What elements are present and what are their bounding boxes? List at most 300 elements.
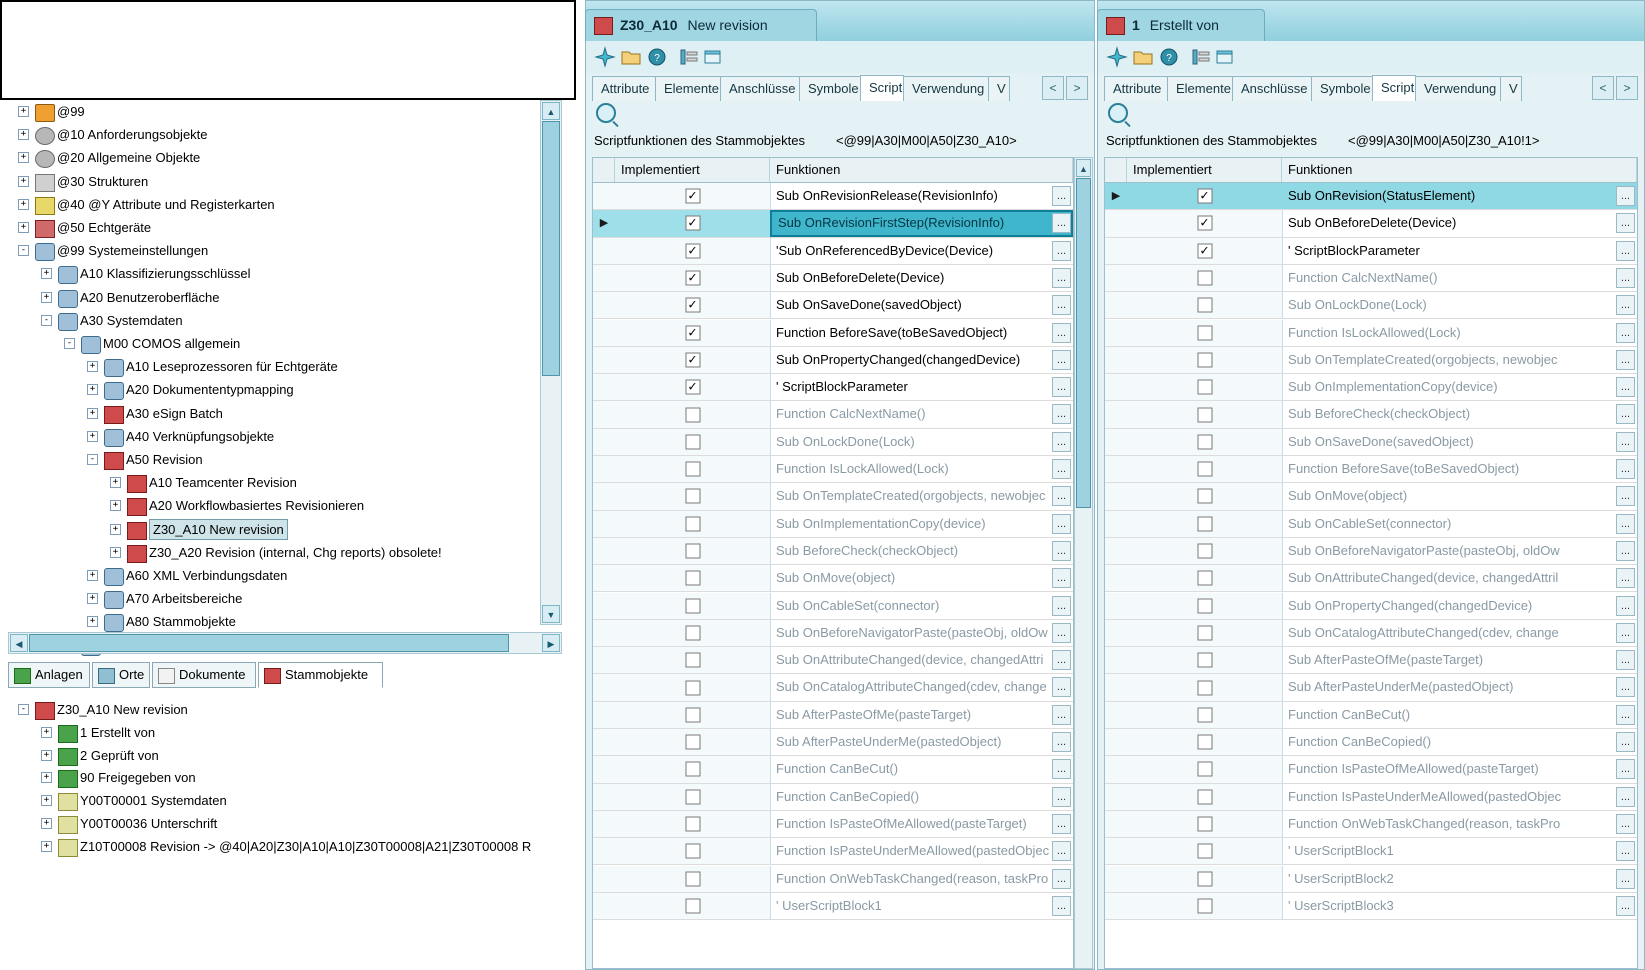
function-name-cell[interactable]: Sub OnBeforeNavigatorPaste(pasteObj, oldOw xyxy=(776,624,1048,640)
implemented-checkbox[interactable] xyxy=(1197,325,1212,340)
open-script-editor-button[interactable]: ... xyxy=(1616,896,1635,916)
implemented-cell[interactable] xyxy=(615,320,771,346)
table-row[interactable] xyxy=(593,620,1073,647)
table-row[interactable] xyxy=(593,511,1073,538)
list-view-icon[interactable] xyxy=(678,46,700,68)
tree-item[interactable] xyxy=(10,193,538,217)
implemented-checkbox[interactable] xyxy=(685,871,700,886)
function-name-cell[interactable]: Function IsLockAllowed(Lock) xyxy=(776,461,949,476)
implemented-checkbox[interactable]: ✓ xyxy=(685,352,700,367)
table-row[interactable] xyxy=(1105,538,1637,565)
navigator-tab-dokumente[interactable] xyxy=(152,662,256,688)
implemented-checkbox[interactable]: ✓ xyxy=(685,216,700,231)
doc2-tab-elemente[interactable]: Elemente xyxy=(1167,76,1233,101)
table-row[interactable] xyxy=(593,702,1073,729)
tree-item[interactable] xyxy=(10,425,538,449)
function-name-cell[interactable]: Sub BeforeCheck(checkObject) xyxy=(1288,406,1471,422)
tree-item-label[interactable]: A20 Workflowbasiertes Revisionieren xyxy=(149,498,365,514)
tree-item-label[interactable]: Z30_A20 Revision (internal, Chg reports) obsolete! xyxy=(149,544,442,560)
table-row[interactable] xyxy=(1105,565,1637,592)
function-name-cell[interactable]: Function CanBeCut() xyxy=(1288,706,1411,722)
implemented-cell[interactable] xyxy=(1127,647,1283,673)
open-script-editor-button[interactable]: ... xyxy=(1052,596,1071,616)
doc2-tab-attribute[interactable]: Attribute xyxy=(1104,76,1168,101)
expand-icon[interactable]: + xyxy=(110,524,121,535)
function-name-cell[interactable]: Sub AfterPasteOfMe(pasteTarget) xyxy=(776,706,972,722)
doc1-tab-symbole[interactable]: Symbole xyxy=(799,76,861,101)
tree-item-label[interactable]: A10 Teamcenter Revision xyxy=(149,475,297,491)
tree-item[interactable] xyxy=(10,471,538,495)
expand-icon[interactable]: + xyxy=(110,547,121,558)
open-script-editor-button[interactable]: ... xyxy=(1052,787,1071,807)
implemented-checkbox[interactable] xyxy=(1197,625,1212,640)
implemented-cell[interactable] xyxy=(1127,401,1283,427)
implemented-cell[interactable] xyxy=(615,292,771,318)
implemented-checkbox[interactable] xyxy=(1197,789,1212,804)
tree-item-label[interactable]: A20 Dokumententypmapping xyxy=(126,382,294,398)
open-script-editor-button[interactable]: ... xyxy=(1052,650,1071,670)
function-name-cell[interactable]: Sub OnRevisionRelease(RevisionInfo) xyxy=(776,188,998,203)
table-row[interactable] xyxy=(593,893,1073,920)
tree-item-label[interactable]: Y00T00036 Unterschrift xyxy=(80,816,218,831)
table-row[interactable] xyxy=(593,429,1073,456)
open-script-editor-button[interactable]: ... xyxy=(1616,350,1635,370)
function-name-cell[interactable]: Sub BeforeCheck(checkObject) xyxy=(776,542,959,558)
implemented-cell[interactable] xyxy=(1127,674,1283,700)
tree-item-label[interactable]: 90 Freigegeben von xyxy=(80,770,196,786)
function-name-cell[interactable]: Sub OnSaveDone(savedObject) xyxy=(776,297,962,313)
open-script-editor-button[interactable]: ... xyxy=(1616,432,1635,452)
open-script-editor-button[interactable]: ... xyxy=(1052,841,1071,861)
doc1-col-implementiert[interactable]: Implementiert xyxy=(615,158,770,182)
open-script-editor-button[interactable]: ... xyxy=(1616,869,1635,889)
tree-item[interactable] xyxy=(10,698,572,722)
tree-item[interactable] xyxy=(10,518,538,542)
table-row[interactable] xyxy=(593,729,1073,756)
implemented-checkbox[interactable] xyxy=(1197,489,1212,504)
implemented-checkbox[interactable] xyxy=(1197,707,1212,722)
function-name-cell[interactable]: Sub OnLockDone(Lock) xyxy=(776,433,915,449)
open-script-editor-button[interactable]: ... xyxy=(1616,241,1635,261)
open-script-editor-button[interactable]: ... xyxy=(1616,459,1635,479)
expand-icon[interactable]: + xyxy=(41,795,52,806)
function-name-cell[interactable]: Sub AfterPasteUnderMe(pastedObject) xyxy=(1288,679,1514,695)
implemented-checkbox[interactable] xyxy=(685,817,700,832)
tree-item[interactable] xyxy=(10,146,538,170)
implemented-cell[interactable] xyxy=(615,483,771,509)
doc2-tab-verwendung[interactable]: Verwendung xyxy=(1415,76,1501,101)
tree-item-label[interactable]: @10 Anforderungsobjekte xyxy=(57,127,208,143)
implemented-cell[interactable] xyxy=(1127,702,1283,728)
function-name-cell[interactable]: Function OnWebTaskChanged(reason, taskPro xyxy=(776,870,1049,886)
tree-item-label[interactable]: 1 Erstellt von xyxy=(80,724,156,740)
implemented-cell[interactable] xyxy=(1127,292,1283,318)
table-row[interactable] xyxy=(1105,183,1637,210)
table-row[interactable] xyxy=(593,647,1073,674)
tree-item-label[interactable]: A10 Klassifizierungsschlüssel xyxy=(80,266,251,282)
table-row[interactable] xyxy=(593,238,1073,265)
implemented-cell[interactable] xyxy=(615,401,771,427)
implemented-checkbox[interactable] xyxy=(1197,598,1212,613)
function-name-cell[interactable]: Sub OnCatalogAttributeChanged(cdev, change xyxy=(776,679,1047,695)
open-script-editor-button[interactable]: ... xyxy=(1052,896,1071,916)
collapse-icon[interactable]: - xyxy=(18,704,29,715)
collapse-icon[interactable]: - xyxy=(18,245,29,256)
implemented-checkbox[interactable]: ✓ xyxy=(685,243,700,258)
open-script-editor-button[interactable]: ... xyxy=(1616,650,1635,670)
implemented-cell[interactable] xyxy=(1127,784,1283,810)
expand-icon[interactable]: + xyxy=(87,384,98,395)
doc2-tab-prev-button[interactable]: < xyxy=(1592,76,1614,100)
doc1-tab-next-button[interactable]: > xyxy=(1066,76,1088,100)
tree-item[interactable] xyxy=(10,744,572,768)
expand-icon[interactable]: + xyxy=(18,176,29,187)
open-script-editor-button[interactable]: ... xyxy=(1616,677,1635,697)
implemented-cell[interactable] xyxy=(1127,866,1283,892)
function-name-cell[interactable]: Sub OnTemplateCreated(orgobjects, newobjec xyxy=(1288,351,1558,367)
open-script-editor-button[interactable]: ... xyxy=(1052,404,1071,424)
open-script-editor-button[interactable]: ... xyxy=(1052,486,1071,506)
function-name-cell[interactable]: Sub OnImplementationCopy(device) xyxy=(776,515,986,531)
open-script-editor-button[interactable]: ... xyxy=(1052,241,1071,261)
function-name-cell[interactable]: Sub OnPropertyChanged(changedDevice) xyxy=(1288,597,1533,613)
implemented-cell[interactable] xyxy=(615,702,771,728)
table-row[interactable] xyxy=(593,210,1073,237)
function-name-cell[interactable]: Sub OnCableSet(connector) xyxy=(776,597,940,613)
open-script-editor-button[interactable]: ... xyxy=(1616,404,1635,424)
scroll-up-arrow[interactable]: ▲ xyxy=(542,102,560,120)
function-name-cell[interactable]: ' ScriptBlockParameter xyxy=(1288,242,1420,258)
open-folder-icon[interactable] xyxy=(1132,46,1154,68)
table-row[interactable] xyxy=(1105,702,1637,729)
implemented-cell[interactable] xyxy=(1127,620,1283,646)
implemented-cell[interactable] xyxy=(615,183,771,209)
implemented-checkbox[interactable] xyxy=(685,516,700,531)
expand-icon[interactable]: + xyxy=(87,616,98,627)
tree-item[interactable] xyxy=(10,286,538,310)
tree-item[interactable] xyxy=(10,239,538,263)
implemented-checkbox[interactable] xyxy=(1197,762,1212,777)
tree-item[interactable] xyxy=(10,448,538,472)
table-row[interactable] xyxy=(1105,320,1637,347)
function-name-cell[interactable]: ' UserScriptBlock3 xyxy=(1288,897,1394,913)
scroll-down-arrow[interactable]: ▼ xyxy=(542,605,560,623)
doc1-script-grid[interactable] xyxy=(592,157,1074,969)
implemented-cell[interactable] xyxy=(615,893,771,919)
tree-item[interactable] xyxy=(10,123,538,147)
open-script-editor-button[interactable]: ... xyxy=(1052,459,1071,479)
implemented-checkbox[interactable] xyxy=(1197,298,1212,313)
expand-icon[interactable]: + xyxy=(41,727,52,738)
implemented-cell[interactable] xyxy=(1127,511,1283,537)
table-row[interactable] xyxy=(1105,374,1637,401)
expand-icon[interactable]: + xyxy=(41,750,52,761)
tree-item-label[interactable]: A10 Leseprozessoren für Echtgeräte xyxy=(126,359,338,375)
table-row[interactable] xyxy=(1105,866,1637,893)
expand-icon[interactable]: + xyxy=(87,431,98,442)
implemented-checkbox[interactable]: ✓ xyxy=(685,298,700,313)
search-icon[interactable] xyxy=(596,103,616,123)
tree-item[interactable] xyxy=(10,812,572,836)
doc1-scroll-up-arrow[interactable]: ▲ xyxy=(1076,159,1091,177)
implemented-checkbox[interactable] xyxy=(1197,407,1212,422)
open-script-editor-button[interactable]: ... xyxy=(1616,213,1635,233)
function-name-cell[interactable]: Function IsPasteOfMeAllowed(pasteTarget) xyxy=(776,815,1027,831)
implemented-checkbox[interactable] xyxy=(1197,898,1212,913)
implemented-cell[interactable] xyxy=(615,647,771,673)
implemented-cell[interactable] xyxy=(1127,320,1283,346)
tree-item-label[interactable]: A30 Systemdaten xyxy=(80,312,183,328)
function-name-cell[interactable]: Function OnWebTaskChanged(reason, taskPro xyxy=(1288,815,1561,831)
table-row[interactable] xyxy=(593,756,1073,783)
tree-item-label[interactable]: @50 Echtgeräte xyxy=(57,220,152,235)
tree-item-label[interactable]: A80 Stammobjekte xyxy=(126,614,236,630)
implemented-checkbox[interactable] xyxy=(685,735,700,750)
doc1-tab-elemente[interactable]: Elemente xyxy=(655,76,721,101)
help-icon[interactable] xyxy=(646,46,668,68)
table-row[interactable] xyxy=(593,866,1073,893)
function-name-cell[interactable]: Sub OnMove(object) xyxy=(1288,488,1408,504)
implemented-checkbox[interactable] xyxy=(685,434,700,449)
list-view-icon[interactable] xyxy=(1190,46,1212,68)
doc2-col-funktionen[interactable]: Funktionen xyxy=(1282,158,1637,182)
implemented-cell[interactable] xyxy=(1127,183,1283,209)
collapse-icon[interactable]: - xyxy=(87,454,98,465)
tree-item-label[interactable]: Z30_A10 New revision xyxy=(57,702,188,717)
open-script-editor-button[interactable]: ... xyxy=(1052,377,1071,397)
function-name-cell[interactable]: Sub OnMove(object) xyxy=(776,570,896,586)
table-row[interactable] xyxy=(1105,401,1637,428)
table-row[interactable] xyxy=(1105,429,1637,456)
doc1-tab-prev-button[interactable]: < xyxy=(1042,76,1064,100)
function-name-cell[interactable]: Sub OnPropertyChanged(changedDevice) xyxy=(776,351,1021,367)
table-row[interactable] xyxy=(1105,292,1637,319)
table-row[interactable] xyxy=(1105,456,1637,483)
implemented-cell[interactable] xyxy=(1127,265,1283,291)
open-script-editor-button[interactable]: ... xyxy=(1616,377,1635,397)
tree-item-label[interactable]: @99 xyxy=(57,104,85,119)
open-script-editor-button[interactable]: ... xyxy=(1616,759,1635,779)
table-row[interactable] xyxy=(1105,210,1637,237)
function-name-cell[interactable]: Sub OnBeforeNavigatorPaste(pasteObj, oldOw xyxy=(1288,542,1560,558)
doc1-tab-verwendung[interactable]: Verwendung xyxy=(903,76,989,101)
implemented-checkbox[interactable] xyxy=(685,762,700,777)
expand-icon[interactable]: + xyxy=(87,361,98,372)
table-row[interactable] xyxy=(593,784,1073,811)
table-row[interactable] xyxy=(1105,265,1637,292)
table-row[interactable] xyxy=(593,292,1073,319)
expand-icon[interactable]: + xyxy=(87,593,98,604)
tree-item[interactable] xyxy=(10,262,538,286)
implemented-cell[interactable] xyxy=(1127,893,1283,919)
function-name-cell[interactable]: Sub OnRevision(StatusElement) xyxy=(1282,183,1637,209)
implemented-cell[interactable] xyxy=(1127,756,1283,782)
tree-item[interactable] xyxy=(10,332,538,356)
function-name-cell[interactable]: Function BeforeSave(toBeSavedObject) xyxy=(776,324,1008,340)
implemented-checkbox[interactable] xyxy=(685,653,700,668)
function-name-cell[interactable]: Sub AfterPasteUnderMe(pastedObject) xyxy=(776,734,1002,749)
table-row[interactable] xyxy=(1105,620,1637,647)
doc2-tab-symbole[interactable]: Symbole xyxy=(1311,76,1373,101)
tree-item[interactable] xyxy=(10,564,538,588)
implemented-checkbox[interactable] xyxy=(685,571,700,586)
open-script-editor-button[interactable]: ... xyxy=(1616,541,1635,561)
function-name-cell[interactable]: ' ScriptBlockParameter xyxy=(776,379,908,395)
tree-item-label[interactable]: Z30_A10 New revision xyxy=(149,519,288,540)
implemented-cell[interactable] xyxy=(1127,238,1283,264)
implemented-cell[interactable] xyxy=(615,374,771,400)
doc2-col-implementiert[interactable]: Implementiert xyxy=(1127,158,1282,182)
table-row[interactable] xyxy=(593,347,1073,374)
open-script-editor-button[interactable]: ... xyxy=(1616,186,1635,206)
help-icon[interactable] xyxy=(1158,46,1180,68)
implemented-cell[interactable] xyxy=(615,620,771,646)
tree-item-label[interactable]: A40 Verknüpfungsobjekte xyxy=(126,428,275,444)
expand-icon[interactable]: + xyxy=(110,500,121,511)
function-name-cell[interactable]: Sub OnAttributeChanged(device, changedAttril xyxy=(1288,570,1559,586)
function-name-cell[interactable]: Function CanBeCopied() xyxy=(776,788,920,804)
open-script-editor-button[interactable]: ... xyxy=(1616,814,1635,834)
tree-item[interactable] xyxy=(10,378,538,402)
implemented-cell[interactable] xyxy=(615,538,771,564)
collapse-icon[interactable]: - xyxy=(41,315,52,326)
window-layout-icon[interactable] xyxy=(1214,46,1236,68)
function-name-cell[interactable]: Function IsLockAllowed(Lock) xyxy=(1288,324,1461,340)
tree-item-label[interactable]: A60 XML Verbindungsdaten xyxy=(126,568,288,583)
tree-item-label[interactable]: Z10T00008 Revision -> @40|A20|Z30|A10|A10|Z30T00008|A21|Z30T00008 R xyxy=(80,838,532,854)
open-folder-icon[interactable] xyxy=(620,46,642,68)
tree-item[interactable] xyxy=(10,100,538,124)
implemented-cell[interactable] xyxy=(1127,565,1283,591)
table-row[interactable] xyxy=(1105,347,1637,374)
open-script-editor-button[interactable]: ... xyxy=(1052,759,1071,779)
expand-icon[interactable]: + xyxy=(18,152,29,163)
tree-item[interactable] xyxy=(10,587,538,611)
function-name-cell[interactable]: 'Sub OnReferencedByDevice(Device) xyxy=(776,242,994,258)
doc2-script-grid[interactable] xyxy=(1104,157,1638,969)
navigator-tab-stammobjekte[interactable] xyxy=(258,662,383,688)
implemented-checkbox[interactable] xyxy=(685,625,700,640)
doc1-tab-v[interactable]: V xyxy=(988,76,1010,101)
search-icon[interactable] xyxy=(1108,103,1128,123)
implemented-cell[interactable] xyxy=(615,811,771,837)
implemented-cell[interactable] xyxy=(615,511,771,537)
implemented-checkbox[interactable]: ✓ xyxy=(1197,189,1212,204)
open-script-editor-button[interactable]: ... xyxy=(1616,623,1635,643)
navigator-horizontal-scrollbar[interactable] xyxy=(8,632,562,654)
scroll-thumb-vertical[interactable] xyxy=(542,121,560,376)
table-row[interactable] xyxy=(593,593,1073,620)
implemented-cell[interactable] xyxy=(1127,593,1283,619)
tree-item[interactable] xyxy=(10,766,572,790)
implemented-checkbox[interactable]: ✓ xyxy=(685,189,700,204)
implemented-cell[interactable] xyxy=(1127,838,1283,864)
doc2-title-tab[interactable] xyxy=(1097,9,1265,41)
open-script-editor-button[interactable]: ... xyxy=(1052,869,1071,889)
table-row[interactable] xyxy=(593,265,1073,292)
open-script-editor-button[interactable]: ... xyxy=(1052,213,1071,233)
tree-item-label[interactable]: A50 Revision xyxy=(126,452,203,467)
implemented-checkbox[interactable] xyxy=(1197,571,1212,586)
collapse-icon[interactable]: - xyxy=(64,338,75,349)
function-name-cell[interactable]: ' UserScriptBlock1 xyxy=(776,897,882,913)
implemented-checkbox[interactable] xyxy=(1197,680,1212,695)
tree-item[interactable] xyxy=(10,494,538,518)
function-name-cell[interactable]: Sub OnCableSet(connector) xyxy=(1288,515,1452,531)
implemented-checkbox[interactable] xyxy=(685,598,700,613)
implemented-cell[interactable] xyxy=(615,210,771,236)
open-script-editor-button[interactable]: ... xyxy=(1616,295,1635,315)
navigator-tab-anlagen[interactable] xyxy=(8,662,90,688)
implemented-cell[interactable] xyxy=(615,593,771,619)
function-name-cell[interactable]: Function IsPasteUnderMeAllowed(pastedObjec xyxy=(1288,788,1562,804)
open-script-editor-button[interactable]: ... xyxy=(1616,596,1635,616)
implemented-checkbox[interactable]: ✓ xyxy=(685,325,700,340)
scroll-left-arrow[interactable]: ◀ xyxy=(10,634,28,652)
tree-item-label[interactable]: A70 Arbeitsbereiche xyxy=(126,591,243,607)
open-script-editor-button[interactable]: ... xyxy=(1616,568,1635,588)
open-script-editor-button[interactable]: ... xyxy=(1052,732,1071,752)
table-row[interactable] xyxy=(1105,893,1637,920)
implemented-cell[interactable] xyxy=(1127,347,1283,373)
tree-item-label[interactable]: @20 Allgemeine Objekte xyxy=(57,150,201,166)
function-name-cell[interactable]: Sub AfterPasteOfMe(pasteTarget) xyxy=(1288,652,1484,668)
table-row[interactable] xyxy=(593,838,1073,865)
table-row[interactable] xyxy=(1105,729,1637,756)
implemented-checkbox[interactable] xyxy=(1197,544,1212,559)
implemented-cell[interactable] xyxy=(615,838,771,864)
table-row[interactable] xyxy=(593,674,1073,701)
tree-item[interactable] xyxy=(10,216,538,240)
function-name-cell[interactable]: Function CanBeCut() xyxy=(776,761,899,777)
implemented-checkbox[interactable] xyxy=(1197,380,1212,395)
doc1-title-tab[interactable] xyxy=(585,9,817,41)
open-script-editor-button[interactable]: ... xyxy=(1052,814,1071,834)
function-name-cell[interactable]: Sub OnLockDone(Lock) xyxy=(1288,297,1427,313)
implemented-checkbox[interactable] xyxy=(685,680,700,695)
implemented-checkbox[interactable] xyxy=(685,898,700,913)
doc2-tab-script[interactable]: Script xyxy=(1372,75,1416,101)
tree-item-label[interactable]: A20 Benutzeroberfläche xyxy=(80,289,220,305)
function-name-cell[interactable]: Sub OnBeforeDelete(Device) xyxy=(776,269,945,285)
scroll-thumb-horizontal[interactable] xyxy=(29,634,509,652)
tree-item-label[interactable]: @30 Strukturen xyxy=(57,173,149,189)
implemented-checkbox[interactable] xyxy=(1197,871,1212,886)
implemented-checkbox[interactable] xyxy=(685,462,700,477)
implemented-checkbox[interactable] xyxy=(1197,271,1212,286)
navigator-tree[interactable] xyxy=(10,100,538,630)
table-row[interactable] xyxy=(1105,483,1637,510)
function-name-cell[interactable]: Function CalcNextName() xyxy=(1288,269,1438,285)
implemented-cell[interactable] xyxy=(1127,374,1283,400)
tree-item[interactable] xyxy=(10,610,538,634)
expand-icon[interactable]: + xyxy=(110,477,121,488)
doc1-col-funktionen[interactable]: Funktionen xyxy=(770,158,1073,182)
implemented-cell[interactable] xyxy=(615,674,771,700)
implemented-checkbox[interactable] xyxy=(1197,352,1212,367)
implemented-cell[interactable] xyxy=(1127,483,1283,509)
implemented-cell[interactable] xyxy=(1127,210,1283,236)
open-script-editor-button[interactable]: ... xyxy=(1616,841,1635,861)
expand-icon[interactable]: + xyxy=(41,841,52,852)
expand-icon[interactable]: + xyxy=(18,129,29,140)
open-script-editor-button[interactable]: ... xyxy=(1052,514,1071,534)
implemented-cell[interactable] xyxy=(1127,429,1283,455)
function-name-cell[interactable]: Function CanBeCopied() xyxy=(1288,734,1432,749)
implemented-cell[interactable] xyxy=(1127,729,1283,755)
tree-item[interactable] xyxy=(10,789,572,813)
tree-item-label[interactable]: Y00T00001 Systemdaten xyxy=(80,793,227,809)
